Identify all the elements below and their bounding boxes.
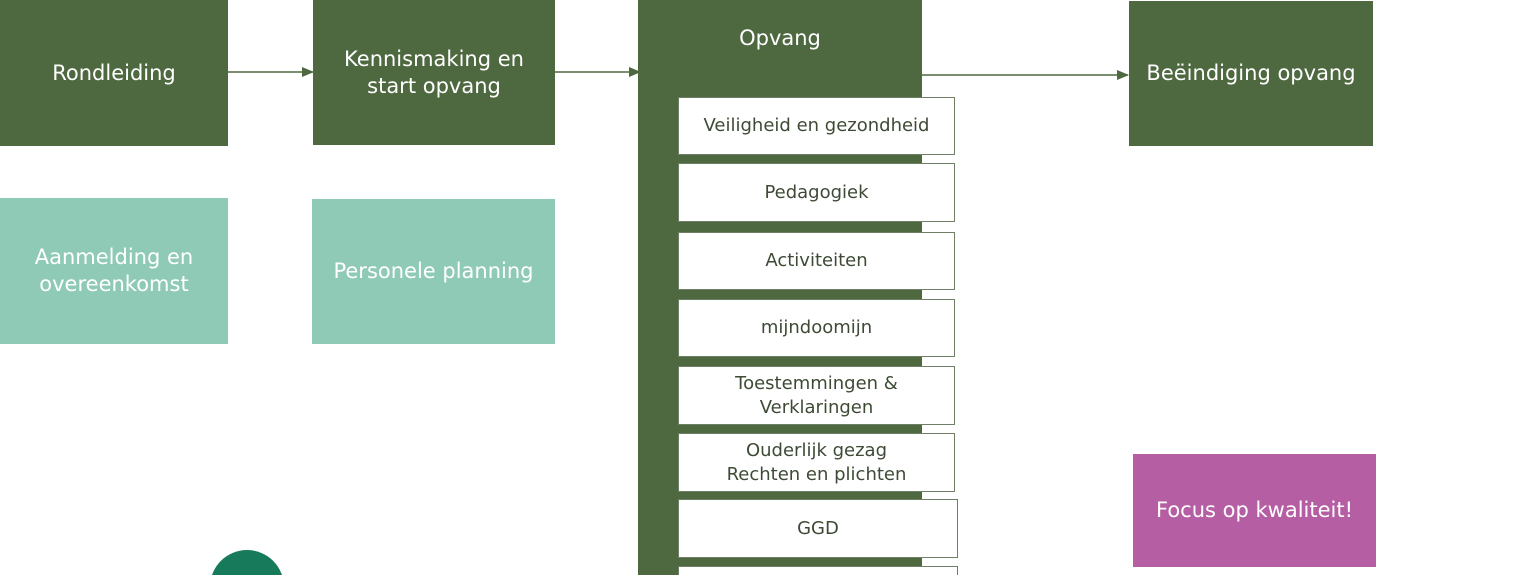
personele-planning-label: Personele planning	[333, 259, 534, 283]
rondleiding-label: Rondleiding	[52, 60, 176, 85]
opvang-item-pedagogiek[interactable]: Pedagogiek	[678, 163, 955, 222]
beeindiging-label: Beëindiging opvang	[1146, 61, 1356, 85]
opvang-item-ggd[interactable]: GGD	[678, 499, 958, 558]
opvang-title: Opvang	[739, 26, 821, 50]
aanmelding-label: Aanmelding en overeenkomst	[34, 245, 194, 296]
aanmelding-box[interactable]	[0, 198, 228, 344]
opvang-item-partial[interactable]	[678, 566, 958, 575]
rondleiding-box[interactable]	[0, 0, 228, 146]
opvang-item-toestemmingen[interactable]: Toestemmingen & Verklaringen	[678, 366, 955, 425]
personele-planning-box[interactable]	[312, 199, 555, 344]
focus-box[interactable]	[1133, 454, 1376, 567]
opvang-item-mijndoomijn[interactable]: mijndoomijn	[678, 299, 955, 357]
kennismaking-box[interactable]	[313, 0, 555, 145]
opvang-item-veiligheid[interactable]: Veiligheid en gezondheid	[678, 97, 955, 155]
kennismaking-label: Kennismaking en start opvang	[344, 46, 524, 98]
opvang-item-activiteiten[interactable]: Activiteiten	[678, 232, 955, 290]
beeindiging-box[interactable]	[1129, 1, 1373, 146]
opvang-item-ouderlijk-gezag[interactable]: Ouderlijk gezag Rechten en plichten	[678, 433, 955, 492]
focus-label: Focus op kwaliteit!	[1155, 498, 1354, 522]
